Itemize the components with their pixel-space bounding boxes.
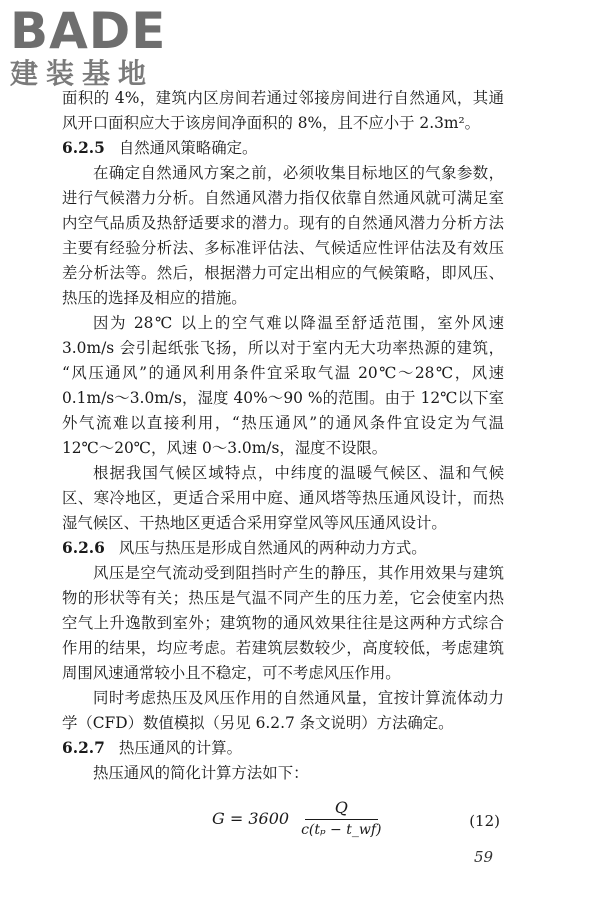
section-heading-6-2-5 — [62, 136, 504, 161]
logo-subtitle: 建装基地 — [10, 57, 155, 90]
text-line: 3.0m/s 会引起纸张飞扬，所以对于室内无大功率热源的建筑， — [62, 339, 504, 357]
formula-numerator: Q — [305, 798, 378, 820]
text-line: 面积的 4%，建筑内区房间若通过邻接房间进行自然通风，其通 — [62, 89, 504, 107]
text-line: 12℃～20℃，风速 0～3.0m/s，湿度不设限。 — [62, 439, 388, 457]
text-line: 风开口面积应大于该房间净面积的 8%，且不应小于 2.3m²。 — [62, 114, 481, 132]
text-line: 差分析法等。然后，根据潜力可定出相应的气候策略，即风压、 — [62, 264, 504, 282]
formula-expression — [212, 798, 382, 838]
text-line: 热压通风的简化计算方法如下： — [93, 764, 309, 782]
text-line: 风压是空气流动受到阻挡时产生的静压，其作用效果与建筑 — [93, 564, 504, 582]
text-line: 根据我国气候区域特点，中纬度的温暖气候区、温和气候 — [93, 464, 504, 482]
text-line: 空气上升逸散到室外；建筑物的通风效果往往是这两种方式综合 — [62, 614, 504, 632]
text-line: 主要有经验分析法、多标准评估法、气候适应性评估法及有效压 — [62, 239, 504, 257]
section-title: 热压通风的计算。 — [118, 739, 242, 757]
page-number: 59 — [474, 848, 494, 866]
section-title: 自然通风策略确定。 — [118, 139, 258, 157]
text-line: 内空气品质及热舒适要求的潜力。现有的自然通风潜力分析方法 — [62, 214, 504, 232]
text-line: 0.1m/s～3.0m/s，湿度 40%～90 %的范围。由于 12℃以下室 — [62, 389, 504, 407]
text-line: 因为 28℃ 以上的空气难以降温至舒适范围，室外风速 — [93, 314, 504, 332]
text-line: 作用的结果，均应考虑。若建筑层数较少，高度较低，考虑建筑 — [62, 639, 504, 657]
text-line: 热压的选择及相应的措施。 — [62, 289, 247, 307]
text-line: “风压通风”的通风利用条件宜采取气温 20℃～28℃，风速 — [62, 364, 504, 382]
text-line: 物的形状等有关；热压是气温不同产生的压力差，它会使室内热 — [62, 589, 504, 607]
text-line: 学（CFD）数值模拟（另见 6.2.7 条文说明）方法确定。 — [62, 714, 454, 732]
text-line: 区、寒冷地区，更适合采用中庭、通风塔等热压通风设计，而热 — [62, 489, 504, 507]
formula-lhs: G = 3600 — [212, 808, 290, 828]
document-body — [62, 86, 504, 850]
text-line: 在确定自然通风方案之前，必须收集目标地区的气象参数， — [93, 164, 504, 182]
text-line: 进行气候潜力分析。自然通风潜力指仅依靠自然通风就可满足室 — [62, 189, 504, 207]
equation-number: (12) — [469, 812, 500, 830]
logo-mark: BADE — [10, 2, 167, 60]
section-number: 6.2.6 — [62, 539, 105, 557]
text-line: 周围风速通常较小且不稳定，可不考虑风压作用。 — [62, 664, 401, 682]
section-number: 6.2.5 — [62, 139, 105, 157]
formula-fraction — [301, 798, 381, 838]
text-line: 外气流难以直接利用，“热压通风”的通风条件宜设定为气温 — [62, 414, 504, 432]
text-line: 同时考虑热压及风压作用的自然通风量，宜按计算流体动力 — [93, 689, 504, 707]
section-number: 6.2.7 — [62, 739, 105, 757]
section-heading-6-2-6 — [62, 536, 504, 561]
bade-logo — [10, 2, 210, 96]
text-line: 湿气候区、干热地区更适合采用穿堂风等风压通风设计。 — [62, 514, 447, 532]
section-heading-6-2-7 — [62, 736, 504, 761]
formula-denominator: c(tₚ − t_wf) — [301, 822, 382, 838]
formula-12 — [62, 792, 504, 850]
section-title: 风压与热压是形成自然通风的两种动力方式。 — [118, 539, 427, 557]
